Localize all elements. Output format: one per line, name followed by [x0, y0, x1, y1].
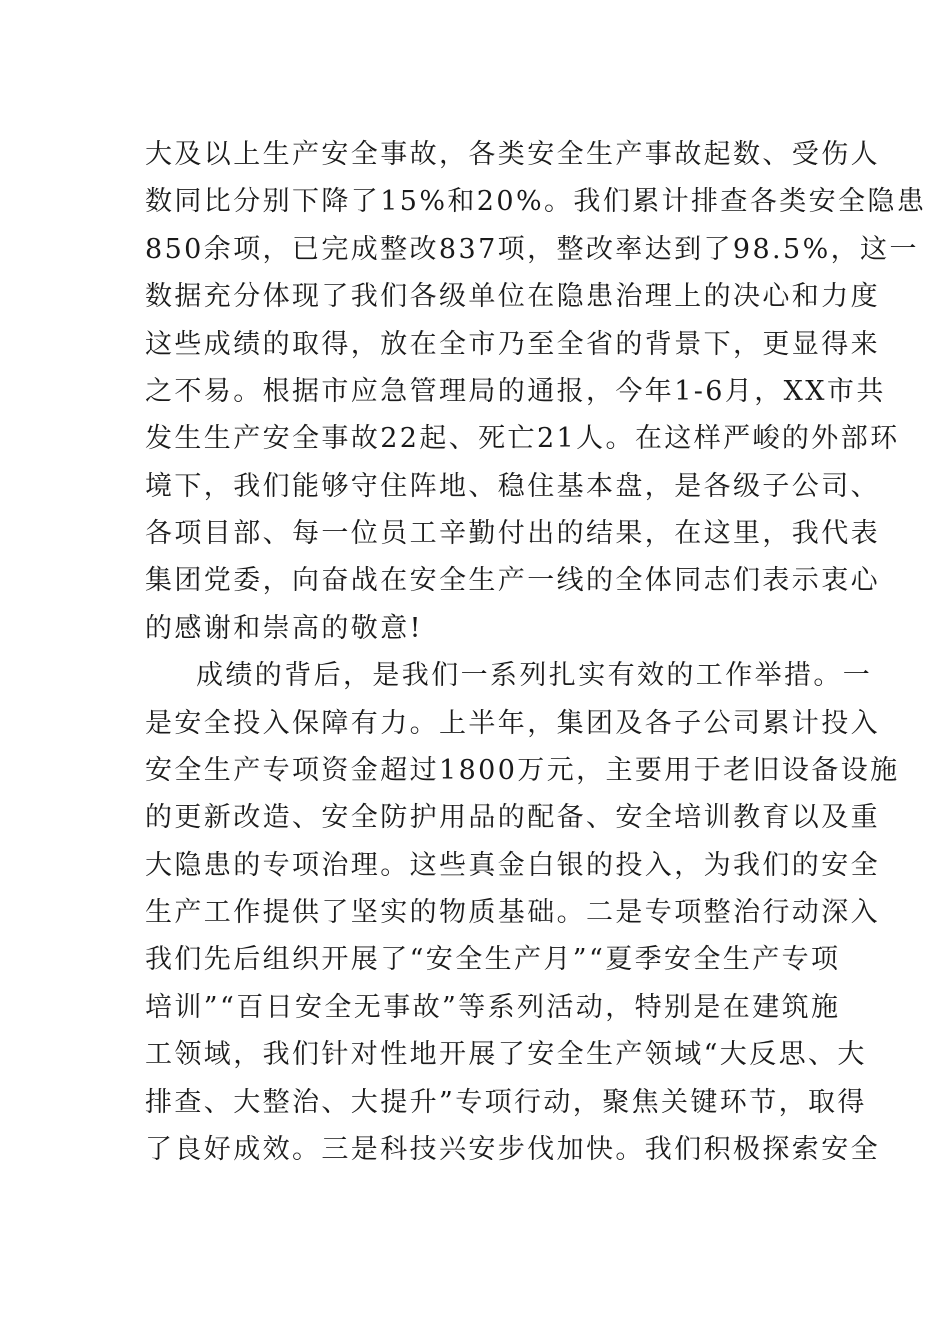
text-line: 境下，我们能够守住阵地、稳住基本盘，是各级子公司、	[145, 471, 880, 502]
text-line: 集团党委，向奋战在安全生产一线的全体同志们表示衷心	[145, 565, 880, 596]
text-line: 的更新改造、安全防护用品的配备、安全培训教育以及重	[145, 802, 880, 833]
text-line: 大隐患的专项治理。这些真金白银的投入，为我们的安全	[145, 850, 880, 881]
text-line: 之不易。根据市应急管理局的通报，今年1-6月，XX市共	[145, 376, 886, 407]
text-line: 数据充分体现了我们各级单位在隐患治理上的决心和力度	[145, 281, 880, 312]
text-line: 排查、大整治、大提升”专项行动，聚焦关键环节，取得	[145, 1087, 867, 1118]
text-line: 是安全投入保障有力。上半年，集团及各子公司累计投入	[145, 708, 880, 739]
text-line: 850余项，已完成整改837项，整改率达到了98.5%，这一	[145, 234, 919, 265]
text-line: 大及以上生产安全事故，各类安全生产事故起数、受伤人	[145, 139, 880, 170]
text-line: 这些成绩的取得，放在全市乃至全省的背景下，更显得来	[145, 329, 880, 360]
text-line: 工领域，我们针对性地开展了安全生产领域“大反思、大	[145, 1039, 867, 1070]
text-line: 数同比分别下降了15%和20%。我们累计排查各类安全隐患	[145, 186, 927, 217]
text-line: 的感谢和崇高的敬意!	[145, 613, 423, 644]
text-line: 各项目部、每一位员工辛勤付出的结果，在这里，我代表	[145, 518, 880, 549]
text-line: 发生生产安全事故22起、死亡21人。在这样严峻的外部环	[145, 423, 900, 454]
paragraph-first-line: 成绩的背后，是我们一系列扎实有效的工作举措。一	[196, 660, 873, 691]
text-line: 生产工作提供了坚实的物质基础。二是专项整治行动深入	[145, 897, 880, 928]
text-line: 安全生产专项资金超过1800万元，主要用于老旧设备设施	[145, 755, 900, 786]
text-line: 培训”“百日安全无事故”等系列活动，特别是在建筑施	[145, 992, 841, 1023]
text-line: 了良好成效。三是科技兴安步伐加快。我们积极探索安全	[145, 1134, 880, 1165]
text-line: 我们先后组织开展了“安全生产月”“夏季安全生产专项	[145, 944, 841, 975]
